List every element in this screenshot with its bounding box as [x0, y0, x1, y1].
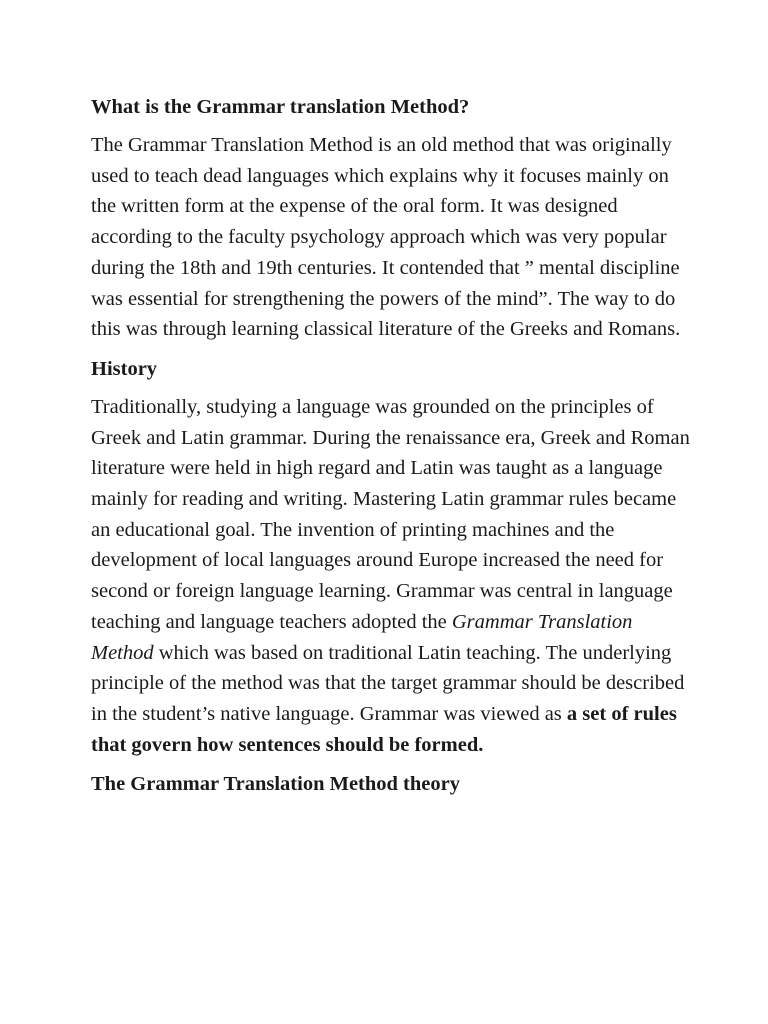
history-text-part1: Traditionally, studying a language was grounded on the principles of Greek and Latin grammar. During the renaissance era, Greek and Roman literature were held in high regard and Latin was taught as a language mainly for reading and writing. Mastering Latin grammar rules became an educational goal. The invention of printing machines and the development of local languages around Europe increased the need for second or foreign language learning. Grammar was central in language teaching and language teachers adopted the — [91, 395, 690, 633]
document-page — [91, 92, 691, 807]
history-text-part2: which was based on traditional Latin teaching. The underlying principle of the method was that the target grammar should be described in the student’s native language. Grammar was viewed as — [91, 641, 685, 725]
intro-paragraph: The Grammar Translation Method is an old method that was originally used to teach dead languages which explains why it focuses mainly on the written form at the expense of the oral form. It was designed according to the faculty psychology approach which was very popular during the 18th and 19th centuries. It contended that ” mental discipline was essential for strengthening the powers of the mind”. The way to do this was through learning classical literature of the Greeks and Romans. — [91, 134, 681, 341]
history-text-bold: a set of rules that govern how sentences should be formed. — [91, 702, 677, 756]
section-heading-what-is: What is the Grammar translation Method? — [91, 96, 470, 118]
section-heading-history: History — [91, 357, 158, 380]
history-paragraph — [91, 392, 691, 760]
history-text-italic: Grammar Translation Method — [91, 610, 633, 664]
section-heading-theory: The Grammar Translation Method theory — [91, 773, 460, 796]
